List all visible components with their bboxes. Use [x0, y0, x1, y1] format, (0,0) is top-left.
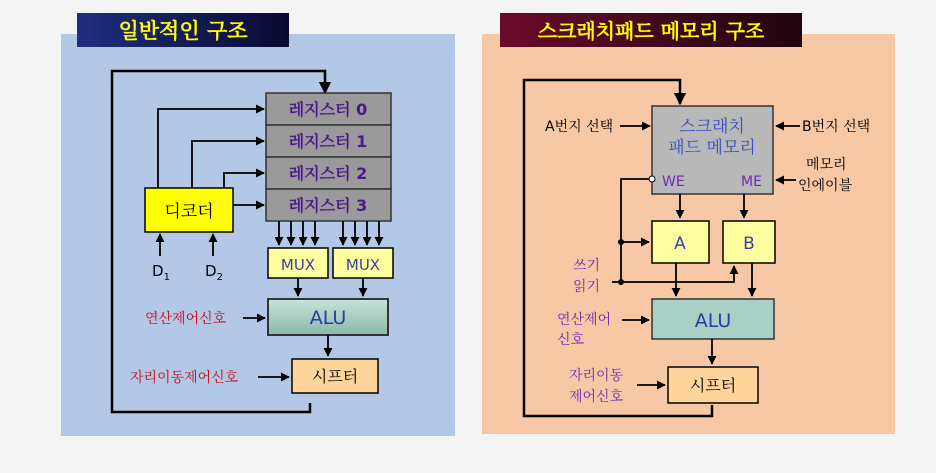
d2-label: $D_2$	[205, 262, 223, 283]
d1-label: $D_1$	[152, 262, 170, 283]
right-alu-signal-line2: 신호	[557, 332, 585, 348]
junction-dot-1	[618, 239, 624, 245]
decoder-label: 디코더	[164, 202, 214, 222]
mux-1-label: MUX	[280, 256, 316, 274]
left-panel	[61, 13, 455, 436]
left-alu-label: ALU	[309, 307, 347, 329]
we-inversion-bubble	[649, 176, 655, 182]
left-title: 일반적인 구조	[118, 19, 248, 43]
we-label: WE	[662, 174, 685, 190]
memory-label-line2: 패드 메모리	[668, 138, 756, 158]
register-file	[266, 93, 391, 221]
register-2-label: 레지스터 2	[288, 164, 368, 183]
register-b-label: B	[743, 234, 755, 254]
mem-enable-label-line1: 메모리	[806, 157, 847, 173]
left-panel-background	[61, 34, 455, 436]
register-a-label: A	[674, 234, 686, 254]
left-shift-signal-label: 자리이동제어신호	[130, 370, 239, 386]
a-select-label: A번지 선택	[545, 119, 614, 135]
mem-enable-label-line2: 인에이블	[798, 178, 853, 194]
left-shifter-label: 시프터	[311, 367, 359, 386]
right-alu-label: ALU	[694, 310, 732, 332]
read-label: 읽기	[573, 279, 601, 295]
right-alu-signal-line1: 연산제어	[557, 312, 612, 328]
register-3-label: 레지스터 3	[288, 196, 368, 215]
right-shift-signal-line1: 자리이동	[569, 368, 624, 384]
left-alu-signal-label: 연산제어신호	[145, 311, 227, 327]
memory-label-line1: 스크래치	[679, 117, 745, 137]
right-panel	[482, 13, 895, 434]
register-1-label: 레지스터 1	[288, 132, 368, 151]
b-select-label: B번지 선택	[802, 119, 871, 135]
register-0-label: 레지스터 0	[288, 100, 368, 119]
me-label: ME	[741, 174, 762, 190]
right-shifter-label: 시프터	[689, 376, 737, 395]
junction-dot-2	[618, 279, 624, 285]
right-title: 스크래치패드 메모리 구조	[537, 19, 765, 43]
mux-2-label: MUX	[345, 256, 381, 274]
right-shift-signal-line2: 제어신호	[569, 389, 624, 405]
write-label: 쓰기	[573, 258, 601, 274]
